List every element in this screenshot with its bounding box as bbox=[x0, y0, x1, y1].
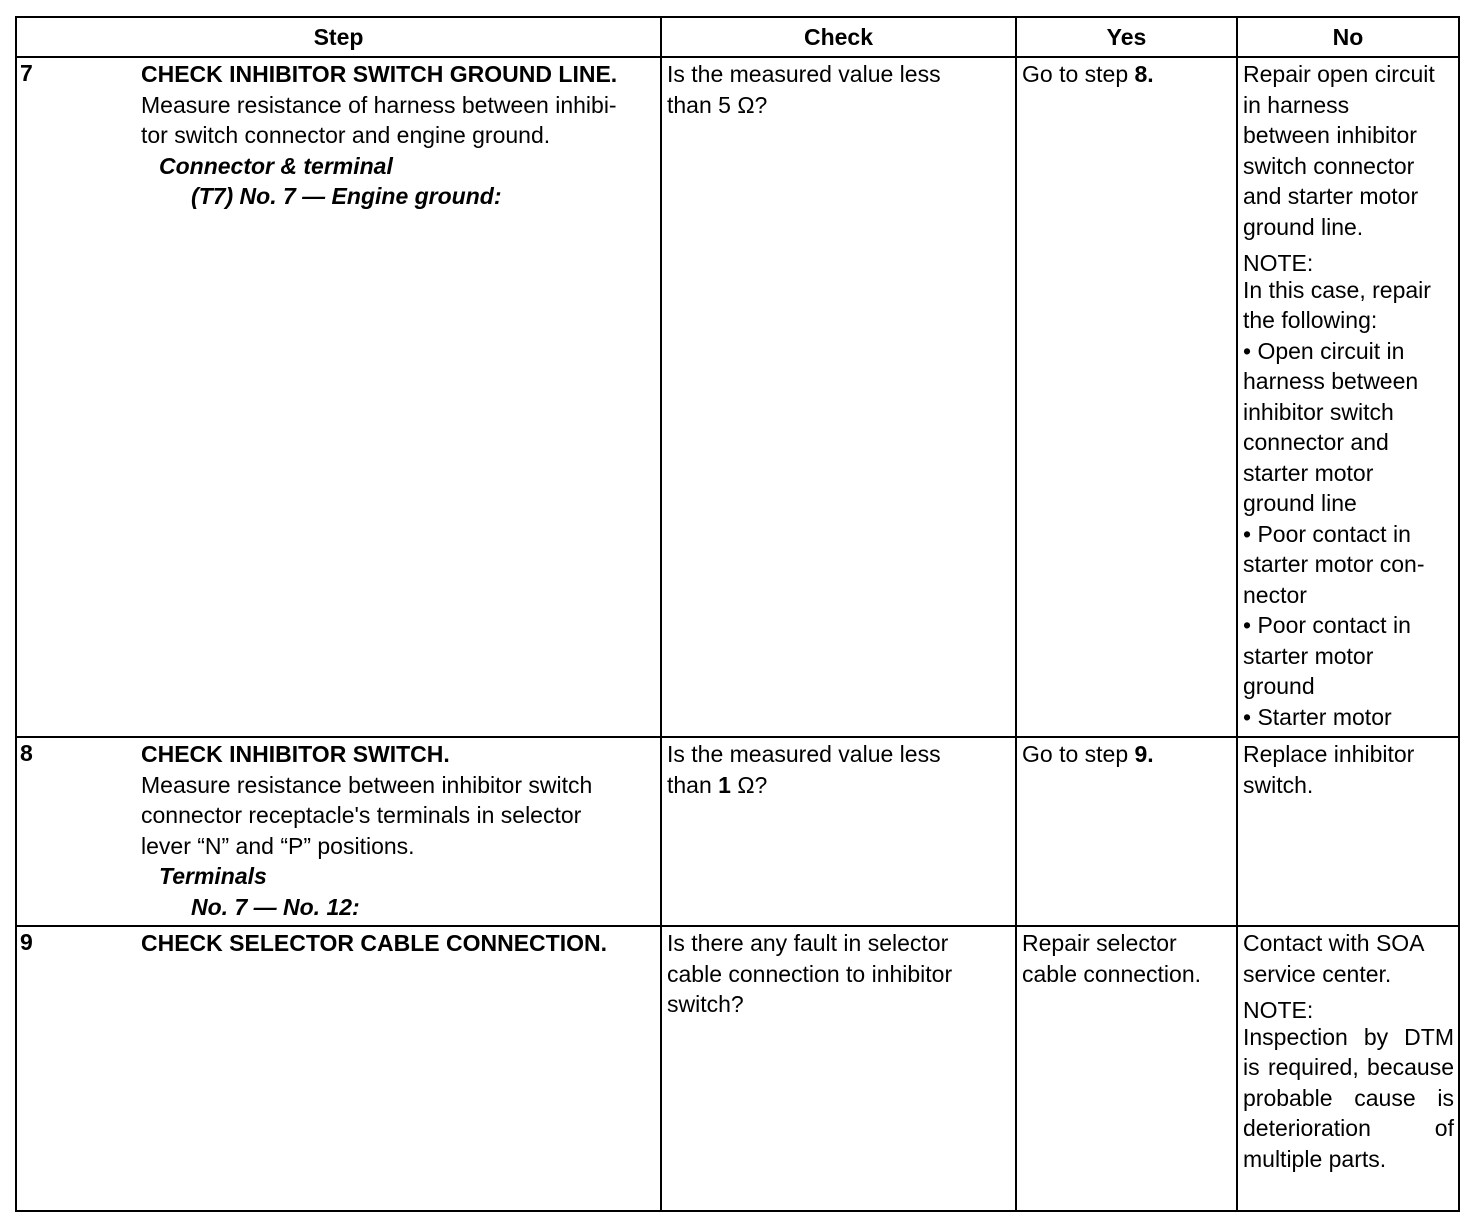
bullet-line: • Open circuit in bbox=[1243, 337, 1405, 364]
check-line: than 5 Ω? bbox=[667, 91, 768, 118]
yes-text: Go to step bbox=[1022, 61, 1135, 87]
step-spec: (T7) No. 7 — Engine ground: bbox=[191, 183, 502, 209]
table-row bbox=[16, 926, 1459, 1211]
bullet-line: starter motor bbox=[1243, 459, 1374, 486]
table-row bbox=[16, 737, 1459, 926]
step-body-line: connector receptacle's terminals in selector bbox=[141, 802, 582, 828]
no-cell bbox=[1237, 737, 1459, 926]
step-body-line: lever “N” and “P” positions. bbox=[141, 832, 415, 859]
step-subheading: Connector & terminal bbox=[159, 152, 393, 179]
no-line: Replace inhibitor bbox=[1243, 741, 1415, 767]
no-line: Repair open circuit bbox=[1243, 61, 1435, 87]
bullet-line: • Starter motor bbox=[1243, 703, 1392, 730]
header-row bbox=[16, 17, 1459, 57]
bullet-line: harness between bbox=[1243, 368, 1419, 394]
bullet-line: • Poor contact in bbox=[1243, 612, 1411, 638]
bullet-line: ground bbox=[1243, 673, 1315, 699]
step-body-line: Measure resistance between inhibitor switch bbox=[141, 771, 593, 798]
table-row bbox=[16, 57, 1459, 737]
step-number: 9 bbox=[20, 929, 33, 955]
step-subheading: Terminals bbox=[159, 863, 267, 889]
check-line: Is the measured value less bbox=[667, 741, 941, 767]
yes-text: Go to step bbox=[1022, 741, 1135, 767]
note-text: Inspection by DTM is required, because probable cause is deterioration of multiple parts. bbox=[1243, 1023, 1454, 1172]
bullet-line: ground line bbox=[1243, 490, 1357, 516]
step-title: CHECK INHIBITOR SWITCH. bbox=[141, 741, 450, 767]
step-body-line: Measure resistance of harness between inhibi- bbox=[141, 91, 617, 118]
step-title: CHECK INHIBITOR SWITCH GROUND LINE. bbox=[141, 61, 618, 87]
check-value: 1 bbox=[718, 771, 731, 798]
check-line: cable connection to inhibitor bbox=[667, 960, 953, 987]
no-line: service center. bbox=[1243, 960, 1392, 987]
step-title: CHECK SELECTOR CABLE CONNECTION. bbox=[141, 930, 607, 956]
yes-cell bbox=[1016, 57, 1237, 737]
check-text: than bbox=[667, 771, 719, 798]
yes-line: cable connection. bbox=[1022, 960, 1202, 987]
check-cell bbox=[661, 57, 1016, 737]
no-line: Contact with SOA bbox=[1243, 930, 1425, 956]
bullet-line: inhibitor switch bbox=[1243, 398, 1394, 425]
step-number: 7 bbox=[20, 60, 33, 86]
step-spec: No. 7 — No. 12: bbox=[191, 893, 360, 920]
yes-step-ref: 9. bbox=[1134, 741, 1154, 767]
yes-cell bbox=[1016, 926, 1237, 1211]
step-number: 8 bbox=[20, 740, 33, 766]
check-text: Ω? bbox=[730, 771, 768, 798]
note-line: the following: bbox=[1243, 307, 1378, 333]
check-line: switch? bbox=[667, 991, 744, 1017]
no-cell bbox=[1237, 57, 1459, 737]
yes-cell bbox=[1016, 737, 1237, 926]
step-cell bbox=[136, 57, 661, 737]
header-yes: Yes bbox=[1016, 17, 1237, 57]
header-step: Step bbox=[16, 17, 661, 57]
note-line: In this case, repair bbox=[1243, 276, 1431, 303]
yes-step-ref: 8. bbox=[1134, 61, 1154, 87]
check-line: Is the measured value less bbox=[667, 61, 941, 87]
bullet-line: • Poor contact in bbox=[1243, 520, 1411, 547]
no-cell bbox=[1237, 926, 1459, 1211]
note-label: NOTE: bbox=[1243, 250, 1314, 276]
bullet-line: starter motor con- bbox=[1243, 551, 1425, 577]
header-check: Check bbox=[661, 17, 1016, 57]
no-line: switch. bbox=[1243, 771, 1314, 798]
header-no: No bbox=[1237, 17, 1459, 57]
check-line: Is there any fault in selector bbox=[667, 930, 949, 956]
step-cell bbox=[136, 926, 661, 1211]
check-line bbox=[667, 770, 1010, 801]
no-line: and starter motor bbox=[1243, 183, 1419, 209]
step-cell bbox=[136, 737, 661, 926]
no-line: switch connector bbox=[1243, 152, 1415, 179]
bullet-line: nector bbox=[1243, 581, 1307, 608]
no-line: in harness bbox=[1243, 91, 1350, 118]
bullet-line: connector and bbox=[1243, 429, 1389, 455]
yes-line: Repair selector bbox=[1022, 930, 1177, 956]
check-cell bbox=[661, 737, 1016, 926]
note-label: NOTE: bbox=[1243, 997, 1314, 1023]
no-line: ground line. bbox=[1243, 213, 1364, 240]
bullet-line: starter motor bbox=[1243, 642, 1374, 669]
diagnostic-table bbox=[15, 16, 1460, 1212]
check-cell bbox=[661, 926, 1016, 1211]
no-line: between inhibitor bbox=[1243, 122, 1417, 148]
step-body-line: tor switch connector and engine ground. bbox=[141, 122, 551, 148]
